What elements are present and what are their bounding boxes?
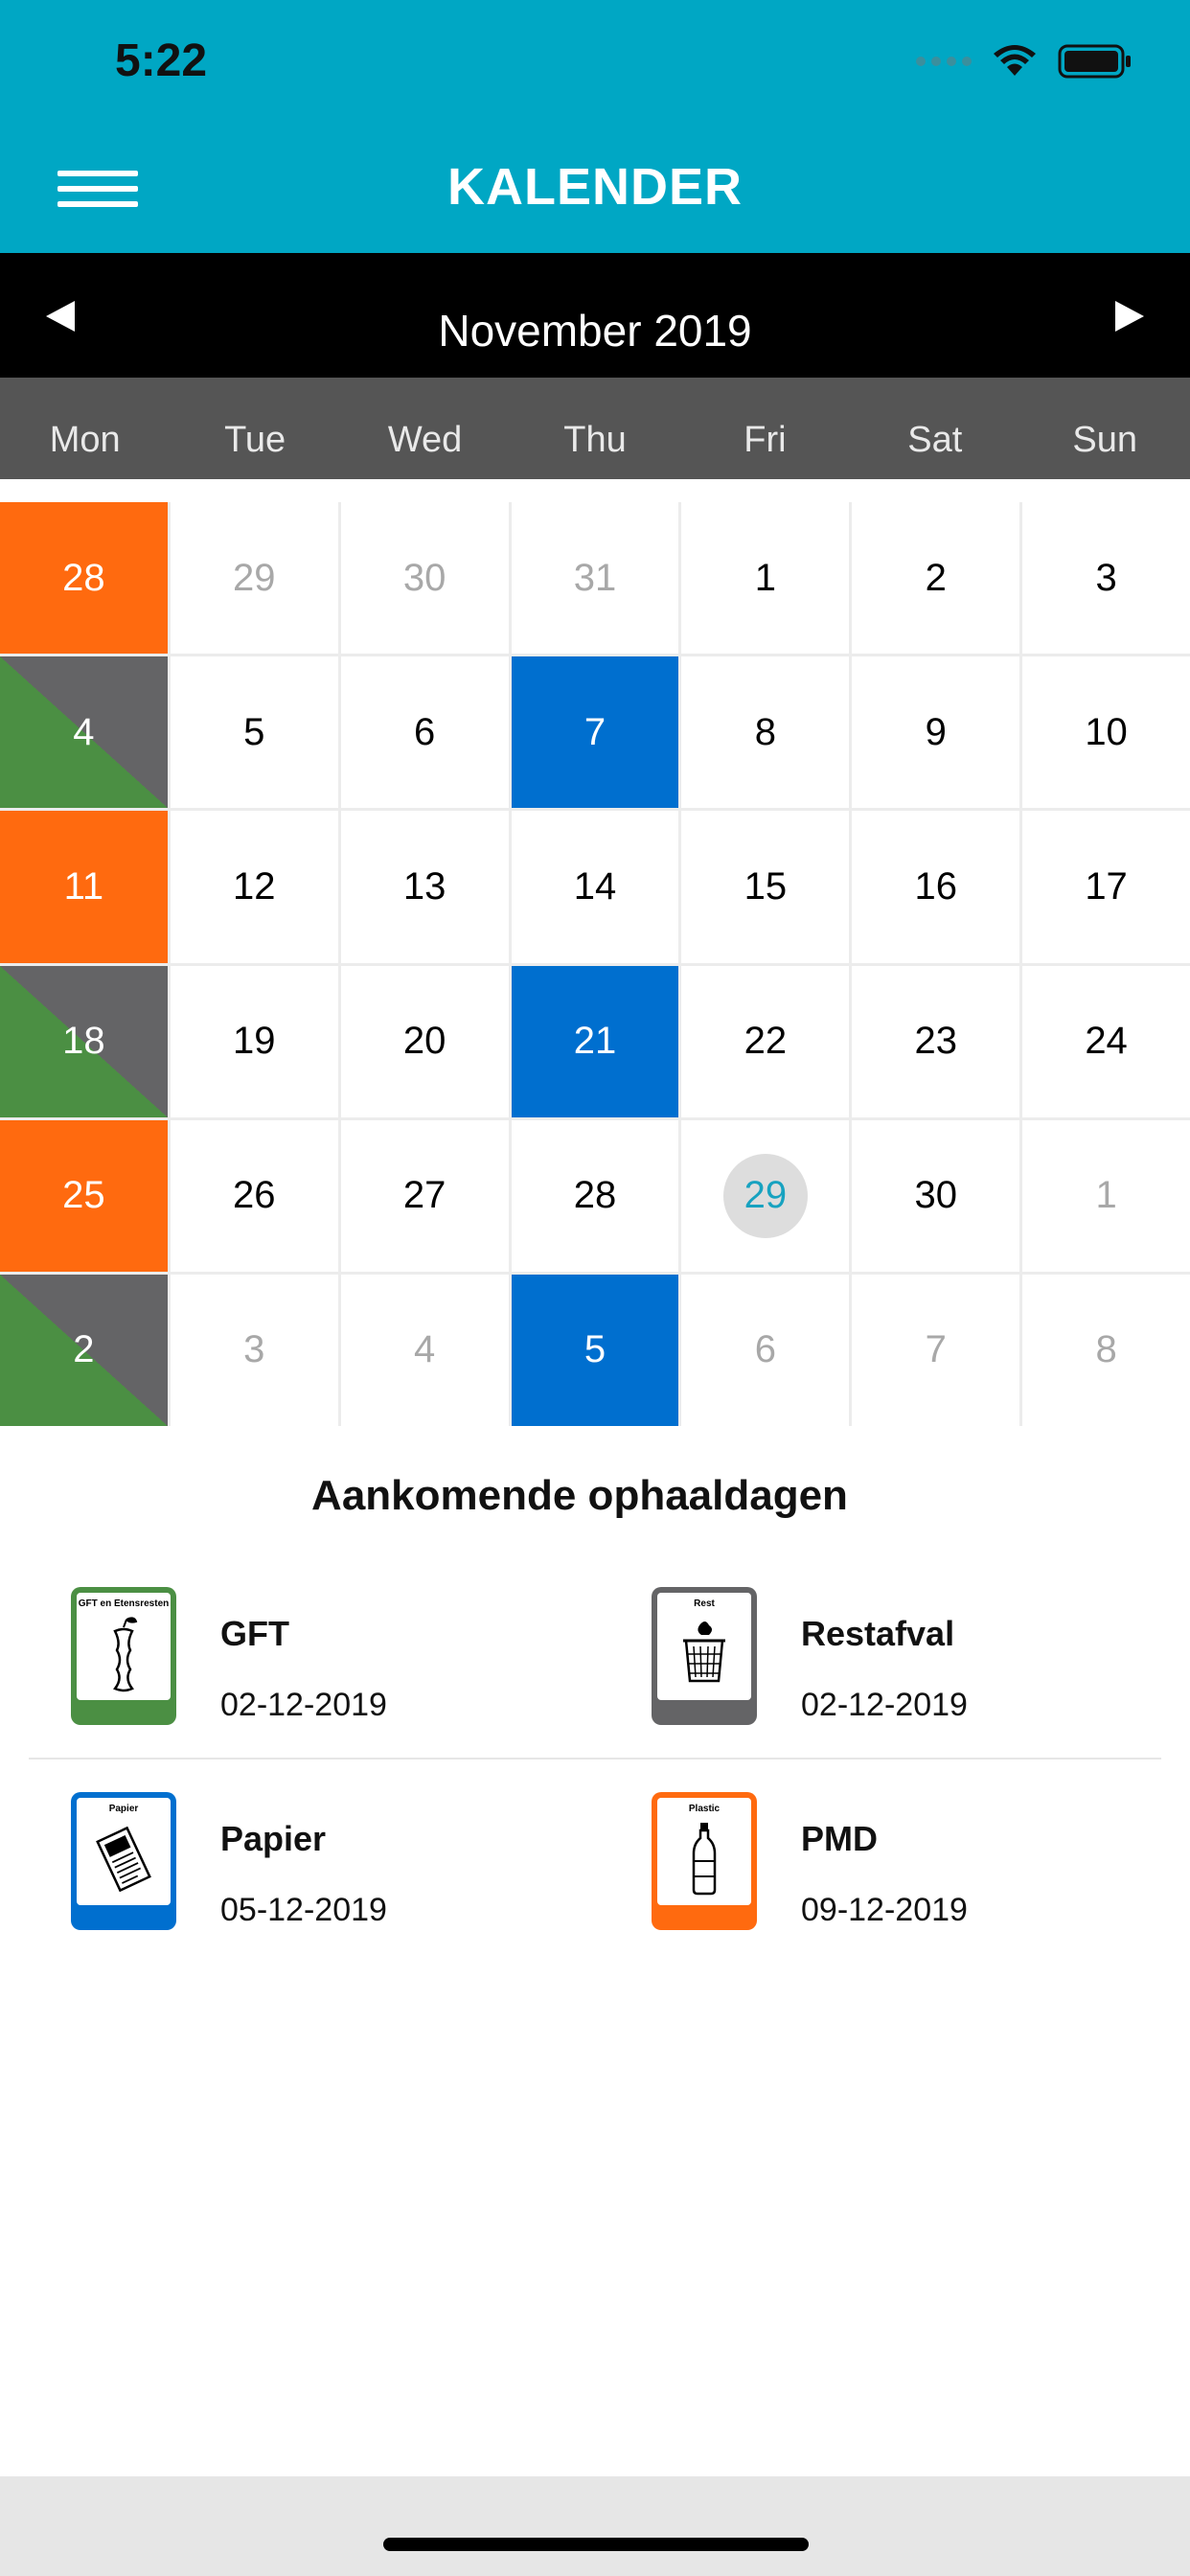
trash-bin-icon <box>657 1593 751 1700</box>
day-number: 12 <box>233 864 276 908</box>
battery-icon <box>1058 44 1133 79</box>
calendar-day[interactable] <box>1022 1120 1190 1272</box>
calendar-day[interactable] <box>1022 966 1190 1117</box>
calendar-day[interactable] <box>1022 811 1190 962</box>
next-month-button[interactable] <box>1110 297 1148 335</box>
bin-label: Plastic <box>688 1804 721 1814</box>
calendar-day[interactable] <box>0 502 168 654</box>
pickup-item-gft[interactable] <box>71 1587 569 1731</box>
divider <box>29 1758 1161 1760</box>
pickup-date: 02-12-2019 <box>801 1687 968 1723</box>
calendar-day[interactable] <box>341 966 509 1117</box>
weekday-label: Sun <box>1072 420 1138 460</box>
calendar-day[interactable] <box>852 1275 1019 1426</box>
calendar-day[interactable] <box>852 811 1019 962</box>
day-number: 16 <box>914 864 957 908</box>
day-number: 23 <box>914 1020 957 1063</box>
pickup-name: Papier <box>220 1819 327 1858</box>
calendar-day[interactable] <box>341 502 509 654</box>
day-number: 8 <box>754 710 776 753</box>
day-number: 3 <box>243 1328 265 1371</box>
calendar-day[interactable] <box>852 502 1019 654</box>
calendar-day[interactable] <box>0 1120 168 1272</box>
calendar-day[interactable] <box>681 502 849 654</box>
pickup-item-pmd[interactable] <box>652 1792 1150 1936</box>
day-number: 11 <box>63 864 104 908</box>
weekday-label: Tue <box>224 420 286 460</box>
gft-bin-icon <box>71 1587 176 1725</box>
calendar-day[interactable] <box>681 656 849 808</box>
app-header <box>0 0 1190 253</box>
calendar-day[interactable] <box>852 966 1019 1117</box>
calendar-day[interactable] <box>341 1120 509 1272</box>
home-indicator[interactable] <box>383 2538 809 2551</box>
day-number: 6 <box>414 710 436 753</box>
day-number: 4 <box>73 710 95 753</box>
day-number: 10 <box>1085 710 1128 753</box>
weekday-label: Wed <box>387 420 463 460</box>
day-number: 7 <box>925 1328 947 1371</box>
plastic-bottle-icon <box>657 1798 751 1905</box>
pickup-item-restafval[interactable] <box>652 1587 1150 1731</box>
calendar-day[interactable] <box>681 811 849 962</box>
calendar-day[interactable] <box>852 1120 1019 1272</box>
calendar-day[interactable] <box>1022 502 1190 654</box>
calendar-day[interactable] <box>341 1275 509 1426</box>
calendar-grid <box>0 502 1190 1426</box>
weekday-label: Sat <box>907 420 963 460</box>
bin-label: Papier <box>108 1804 139 1814</box>
calendar-day[interactable] <box>341 811 509 962</box>
calendar-day[interactable] <box>0 811 168 962</box>
pickup-name: Restafval <box>801 1614 955 1653</box>
day-number: 31 <box>573 556 617 599</box>
day-number: 9 <box>925 710 947 753</box>
calendar-day[interactable] <box>171 966 338 1117</box>
status-icons <box>916 42 1133 80</box>
papier-bin-icon <box>71 1792 176 1930</box>
signal-dots-icon <box>916 57 972 66</box>
weekday-label: Mon <box>49 420 121 460</box>
bin-label: Rest <box>694 1598 715 1609</box>
day-number: 19 <box>233 1020 276 1063</box>
status-time: 5:22 <box>115 35 208 86</box>
day-number: 5 <box>243 710 265 753</box>
calendar-day[interactable] <box>1022 1275 1190 1426</box>
pickup-item-papier[interactable] <box>71 1792 569 1936</box>
calendar-day-today[interactable] <box>681 1120 849 1272</box>
day-number: 26 <box>233 1174 276 1217</box>
day-number: 25 <box>62 1174 105 1217</box>
day-number: 8 <box>1095 1328 1117 1371</box>
calendar-day[interactable] <box>512 502 679 654</box>
day-number: 28 <box>62 556 105 599</box>
day-number: 27 <box>402 1174 446 1217</box>
calendar-day[interactable] <box>0 1275 168 1426</box>
newspaper-icon <box>77 1798 171 1905</box>
day-number: 30 <box>914 1174 957 1217</box>
pickup-name: GFT <box>220 1614 289 1653</box>
calendar-day[interactable] <box>0 966 168 1117</box>
calendar-day[interactable] <box>171 811 338 962</box>
calendar-day[interactable] <box>512 1120 679 1272</box>
day-number: 14 <box>573 864 617 908</box>
restafval-bin-icon <box>652 1587 757 1725</box>
day-number: 13 <box>402 864 446 908</box>
month-navigation <box>0 253 1190 378</box>
month-label: November 2019 <box>438 306 752 356</box>
day-number: 2 <box>925 556 947 599</box>
day-number: 1 <box>1095 1174 1117 1217</box>
calendar-day[interactable] <box>852 656 1019 808</box>
calendar-day[interactable] <box>171 1120 338 1272</box>
calendar-day[interactable] <box>512 656 679 808</box>
day-number: 6 <box>754 1328 776 1371</box>
wifi-icon <box>993 45 1037 78</box>
calendar-day[interactable] <box>171 1275 338 1426</box>
calendar-day[interactable] <box>171 656 338 808</box>
day-number: 5 <box>584 1328 606 1371</box>
day-number: 17 <box>1085 864 1128 908</box>
weekday-label: Fri <box>744 420 787 460</box>
day-number: 4 <box>414 1328 436 1371</box>
day-number: 22 <box>744 1020 788 1063</box>
day-number: 3 <box>1095 556 1117 599</box>
calendar-day[interactable] <box>341 656 509 808</box>
bottom-bar <box>0 2476 1190 2576</box>
calendar-day[interactable] <box>0 656 168 808</box>
day-number: 21 <box>573 1020 617 1063</box>
day-number: 29 <box>233 556 276 599</box>
page-title: KALENDER <box>446 158 743 216</box>
calendar-day[interactable] <box>1022 656 1190 808</box>
pmd-bin-icon <box>652 1792 757 1930</box>
weekday-label: Thu <box>563 420 627 460</box>
calendar-day[interactable] <box>171 502 338 654</box>
day-number: 20 <box>402 1020 446 1063</box>
pickup-name: PMD <box>801 1819 878 1858</box>
day-number: 28 <box>573 1174 617 1217</box>
day-number: 24 <box>1085 1020 1128 1063</box>
pickup-date: 05-12-2019 <box>220 1892 387 1928</box>
day-number: 18 <box>62 1020 105 1063</box>
calendar-day[interactable] <box>512 966 679 1117</box>
day-number: 29 <box>723 1154 808 1238</box>
weekday-header <box>0 378 1190 479</box>
day-number: 7 <box>584 710 606 753</box>
day-number: 15 <box>744 864 788 908</box>
pickup-date: 02-12-2019 <box>220 1687 387 1723</box>
calendar-day[interactable] <box>681 966 849 1117</box>
bin-label: GFT en Etensresten <box>78 1598 170 1609</box>
pickup-date: 09-12-2019 <box>801 1892 968 1928</box>
calendar-day[interactable] <box>681 1275 849 1426</box>
day-number: 1 <box>754 556 776 599</box>
apple-core-icon <box>77 1593 171 1700</box>
day-number: 2 <box>73 1328 95 1371</box>
calendar-day[interactable] <box>512 1275 679 1426</box>
calendar-day[interactable] <box>512 811 679 962</box>
day-number: 30 <box>402 556 446 599</box>
upcoming-title: Aankomende ophaaldagen <box>311 1472 848 1519</box>
